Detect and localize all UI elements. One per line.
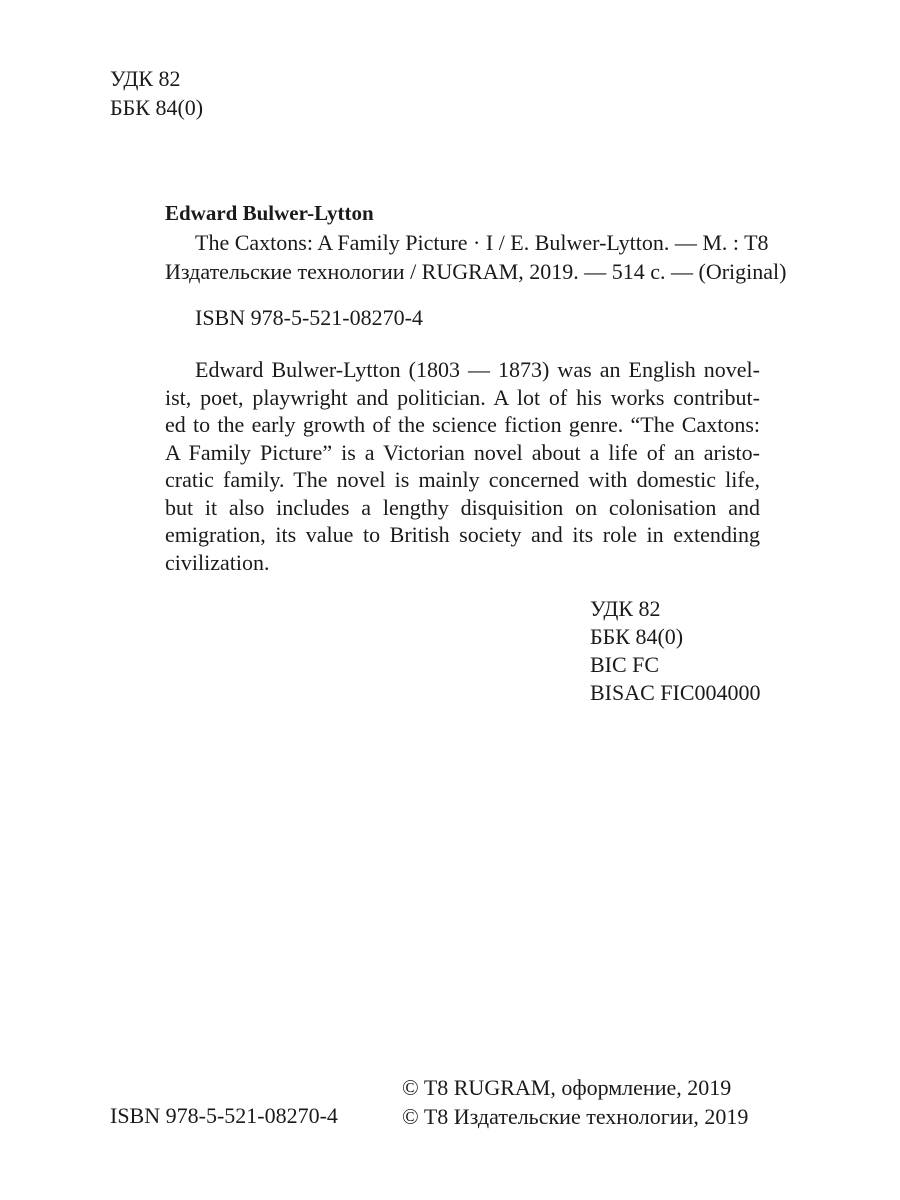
abstract-line: cratic family. The novel is mainly concerned with domestic life,: [165, 467, 760, 492]
bbk-code: ББК 84(0): [590, 624, 684, 649]
bic-code: BIC FC: [590, 652, 660, 677]
record-line: The Caxtons: A Family Picture · I / E. Bulwer-Lytton. — M. : T8: [195, 230, 769, 255]
record-line: Издательские технологии / RUGRAM, 2019. — 514 c. — (Original): [165, 259, 787, 284]
bisac-code: BISAC FIC004000: [590, 680, 761, 705]
copyright-line: © T8 RUGRAM, оформление, 2019: [402, 1075, 732, 1100]
bbk-code: ББК 84(0): [110, 95, 204, 120]
copyright-line: © T8 Издательские технологии, 2019: [402, 1104, 749, 1129]
abstract-paragraph: [165, 356, 760, 576]
abstract-line: civilization.: [165, 549, 270, 575]
udk-code: УДК 82: [590, 596, 661, 621]
udk-code: УДК 82: [110, 66, 181, 91]
top-classification-codes: [110, 64, 203, 122]
record-isbn: ISBN 978-5-521-08270-4: [195, 305, 423, 330]
footer-isbn: ISBN 978-5-521-08270-4: [110, 1103, 338, 1128]
abstract-line: ed to the early growth of the science fiction genre. “The Caxtons:: [165, 412, 760, 437]
abstract-line: emigration, its value to British society and its role in extending: [165, 522, 760, 547]
author-name: Edward Bulwer-Lytton: [165, 201, 374, 225]
abstract-line: A Family Picture” is a Victorian novel about a life of an aristo-: [165, 439, 760, 465]
copyright-block: [402, 1073, 748, 1131]
bibliographic-record: [165, 199, 787, 286]
abstract-line: but it also includes a lengthy disquisition on colonisation and: [165, 494, 760, 520]
classification-block: [590, 595, 761, 707]
abstract-line: ist, poet, playwright and politician. A lot of his works contribut-: [165, 384, 760, 410]
abstract-line: Edward Bulwer-Lytton (1803 — 1873) was an English novel-: [195, 357, 760, 382]
